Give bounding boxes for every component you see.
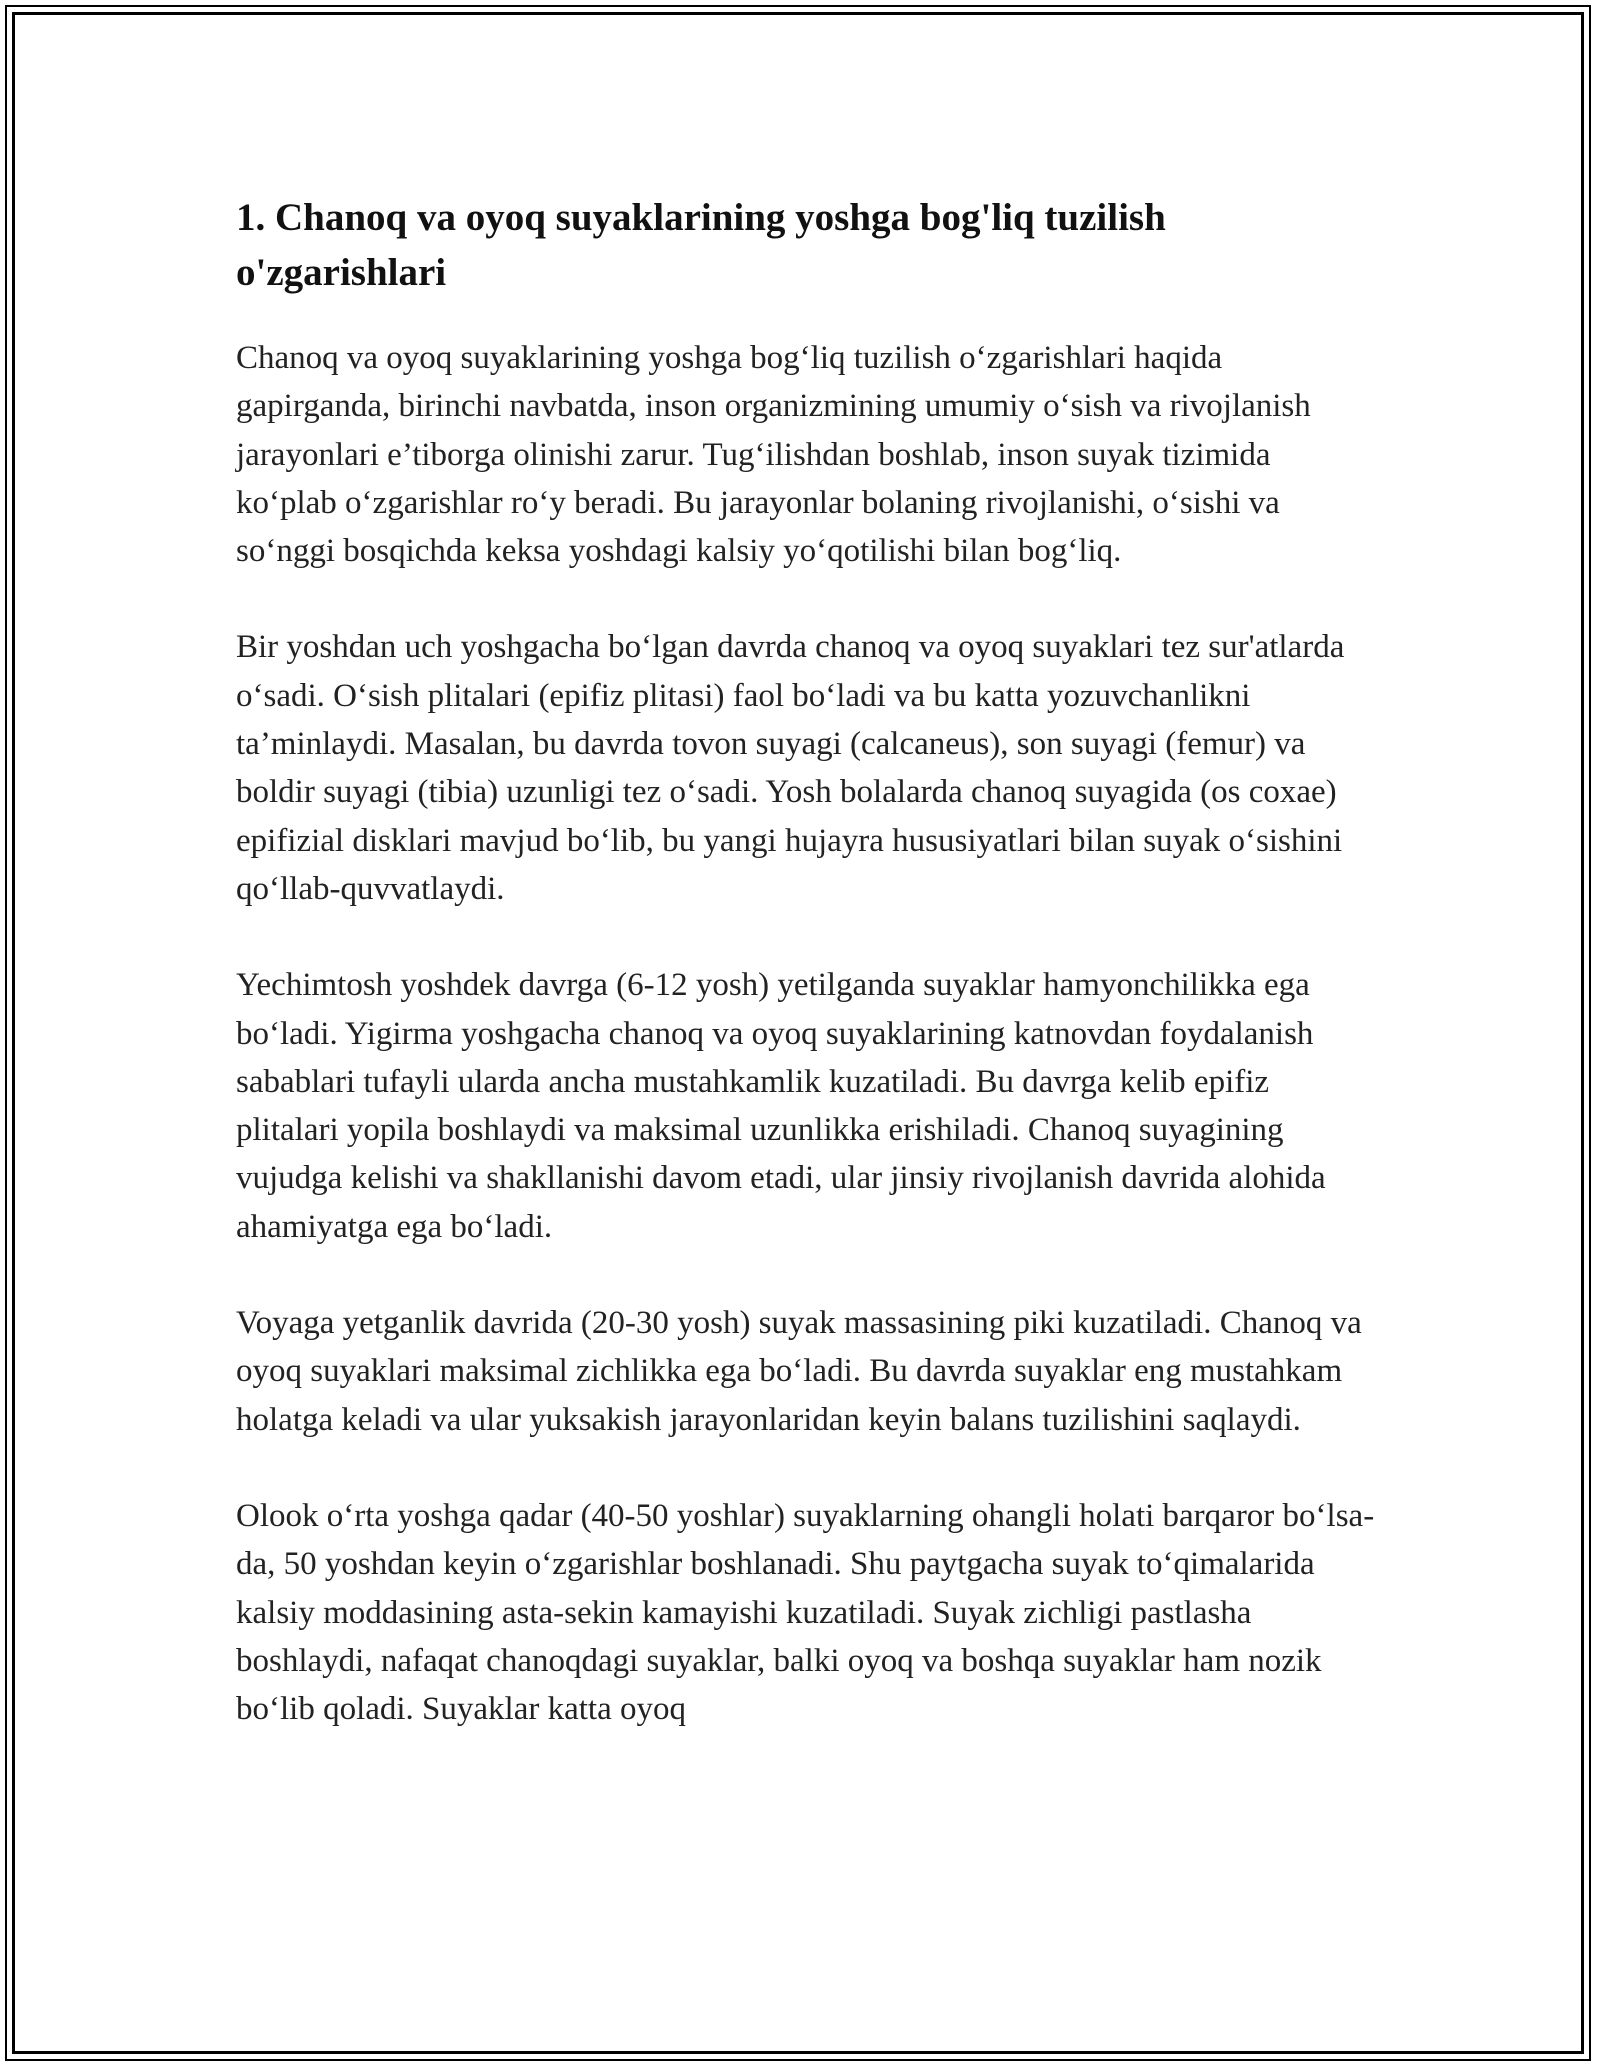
document-title: 1. Chanoq va oyoq suyaklarining yoshga bog'liq tuzilish o'zgarishlari [236, 196, 1166, 294]
paragraph-3: Yechimtosh yoshdek davrga (6-12 yosh) yetilganda suyaklar hamyonchilikka ega bo‘ladi. Yigirma yoshgacha chanoq va oyoq suyaklarining katnovdan foydalanish sabablari tufayli ularda ancha mustahkamlik kuzatiladi. Bu davrga kelib epifiz plitalari yopila boshlaydi va maksimal uzunlikka erishiladi. Chanoq suyagining vujudga kelishi va shakllanishi davom etadi, ular jinsiy rivojlanish davrida alohida ahamiyatga ega bo‘ladi. [236, 967, 1326, 1245]
paragraph-1: Chanoq va oyoq suyaklarining yoshga bog‘liq tuzilish o‘zgarishlari haqida gapirganda, birinchi navbatda, inson organizmining umumiy o‘sish va rivojlanish jarayonlari e’tiborga olinishi zarur. Tug‘ilishdan boshlab, inson suyak tizimida ko‘plab o‘zgarishlar ro‘y beradi. Bu jarayonlar bolaning rivojlanishi, o‘sishi va so‘nggi bosqichda keksa yoshdagi kalsiy yo‘qotilishi bilan bog‘liq. [236, 340, 1311, 570]
paragraph-5: Olook o‘rta yoshga qadar (40-50 yoshlar) suyaklarning ohangli holati barqaror bo‘lsa-da, 50 yoshdan keyin o‘zgarishlar boshlanadi. Shu paytgacha suyak to‘qimalarida kalsiy moddasining asta-sekin kamayishi kuzatiladi. Suyak zichligi pastlasha boshlaydi, nafaqat chanoqdagi suyaklar, balki oyoq va boshqa suyaklar ham nozik bo‘lib qoladi. Suyaklar katta oyoq [236, 1497, 1375, 1728]
paragraph-2: Bir yoshdan uch yoshgacha bo‘lgan davrda chanoq va oyoq suyaklari tez sur'atlarda o‘sadi. O‘sish plitalari (epifiz plitasi) faol bo‘ladi va bu katta yozuvchanlikni ta’minlaydi. Masalan, bu davrda tovon suyagi (calcaneus), son suyagi (femur) va boldir suyagi (tibia) uzunligi tez o‘sadi. Yosh bolalarda chanoq suyagida (os coxae) epifizial disklari mavjud bo‘lib, bu yangi hujayra hususiyatlari bilan suyak o‘sishini qo‘llab-quvvatlaydi. [236, 629, 1345, 907]
document-body [236, 190, 1376, 1781]
paragraph-4: Voyaga yetganlik davrida (20-30 yosh) suyak massasining piki kuzatiladi. Chanoq va oyoq suyaklari maksimal zichlikka ega bo‘ladi. Bu davrda suyaklar eng mustahkam holatga keladi va ular yuksakish jarayonlaridan keyin balans tuzilishini saqlaydi. [236, 1305, 1362, 1438]
